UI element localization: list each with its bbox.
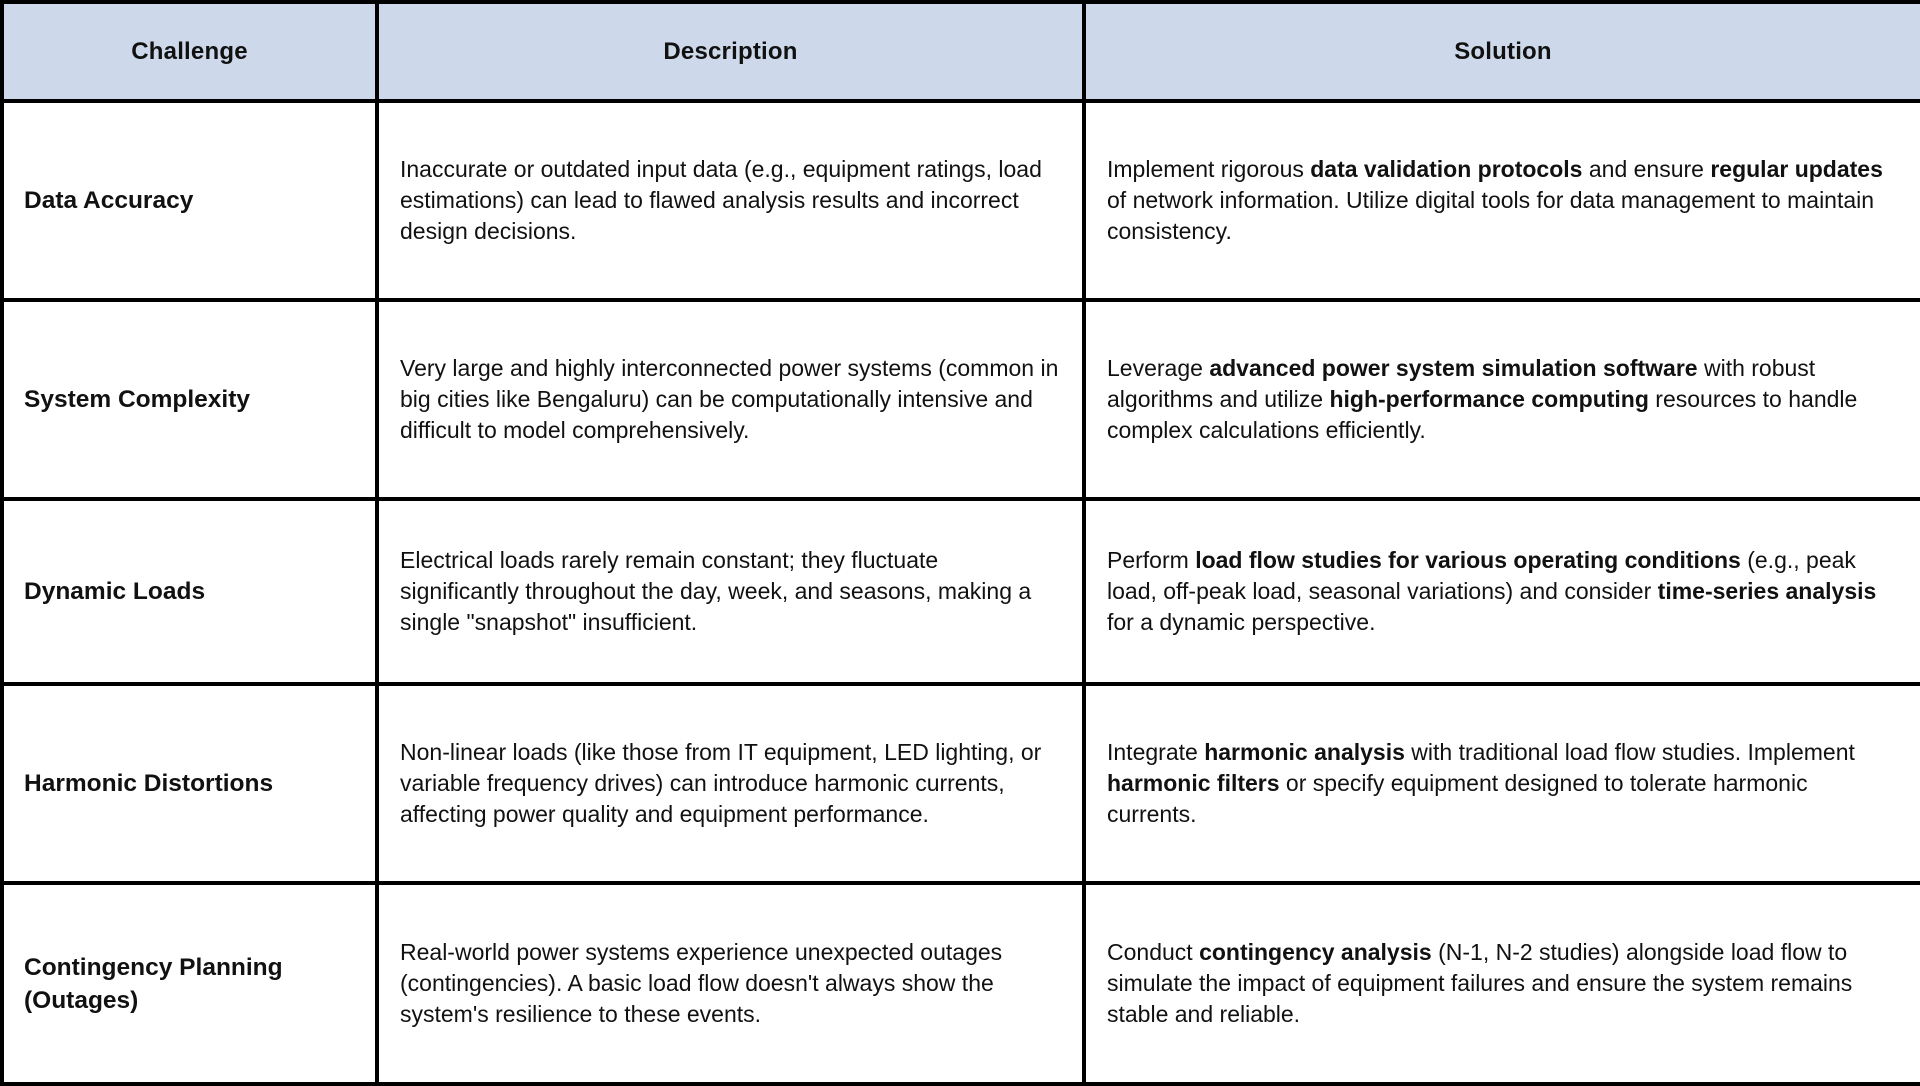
solution-text: with traditional load flow studies. Implement: [1404, 739, 1855, 765]
header-description: Description: [377, 2, 1084, 101]
solution-bold-text: data validation protocols: [1310, 156, 1583, 182]
solution-text: with robust algorithms and utilize: [1107, 355, 1816, 412]
solution-text: or specify equipment designed to tolerate harmonic currents.: [1107, 770, 1808, 827]
solution-cell: [1084, 684, 1920, 883]
table-row: [2, 101, 1920, 300]
solution-text: and ensure: [1582, 156, 1711, 182]
solution-bold-text: load flow studies for various operating conditions: [1195, 547, 1741, 573]
solution-bold-text: contingency analysis: [1199, 939, 1432, 965]
header-solution: Solution: [1084, 2, 1920, 101]
solution-text: (N-1, N-2 studies) alongside load flow to simulate the impact of equipment failures and ensure the system remains stable and reliable.: [1107, 939, 1853, 1027]
header-row: [2, 2, 1920, 101]
solution-text: resources to handle complex calculations efficiently.: [1107, 386, 1858, 443]
solution-cell: [1084, 300, 1920, 499]
description-cell: Non-linear loads (like those from IT equipment, LED lighting, or variable frequency drives) can introduce harmonic currents, affecting power quality and equipment performance.: [377, 684, 1084, 883]
challenge-cell: Dynamic Loads: [2, 499, 377, 684]
solution-text: Perform: [1107, 547, 1196, 573]
solution-bold-text: high-performance computing: [1329, 386, 1649, 412]
solution-cell: [1084, 883, 1920, 1084]
solution-bold-text: harmonic analysis: [1204, 739, 1405, 765]
solution-text: Integrate: [1107, 739, 1205, 765]
challenge-cell: Contingency Planning (Outages): [2, 883, 377, 1084]
solution-text: Leverage: [1107, 355, 1210, 381]
challenge-cell: System Complexity: [2, 300, 377, 499]
challenge-cell: Data Accuracy: [2, 101, 377, 300]
solution-bold-text: advanced power system simulation software: [1209, 355, 1698, 381]
description-cell: Real-world power systems experience unexpected outages (contingencies). A basic load flow doesn't always show the system's resilience to these events.: [377, 883, 1084, 1084]
solution-bold-text: regular updates: [1710, 156, 1883, 182]
solution-text: of network information. Utilize digital tools for data management to maintain consistency.: [1107, 187, 1875, 244]
table-row: [2, 300, 1920, 499]
header-challenge: Challenge: [2, 2, 377, 101]
description-cell: Inaccurate or outdated input data (e.g., equipment ratings, load estimations) can lead to flawed analysis results and incorrect design decisions.: [377, 101, 1084, 300]
table-row: [2, 684, 1920, 883]
solution-text: Implement rigorous: [1107, 156, 1311, 182]
solution-bold-text: harmonic filters: [1107, 770, 1280, 796]
solution-bold-text: time-series analysis: [1657, 578, 1877, 604]
challenge-cell: Harmonic Distortions: [2, 684, 377, 883]
solution-text: (e.g., peak load, off-peak load, seasonal variations) and consider: [1107, 547, 1856, 604]
solution-cell: [1084, 499, 1920, 684]
description-cell: Very large and highly interconnected power systems (common in big cities like Bengaluru) can be computationally intensive and difficult to model comprehensively.: [377, 300, 1084, 499]
solution-cell: [1084, 101, 1920, 300]
solution-text: for a dynamic perspective.: [1107, 609, 1376, 635]
description-cell: Electrical loads rarely remain constant; they fluctuate significantly throughout the day, week, and seasons, making a single "snapshot" insufficient.: [377, 499, 1084, 684]
solution-text: Conduct: [1107, 939, 1200, 965]
table-row: [2, 883, 1920, 1084]
table-row: [2, 499, 1920, 684]
